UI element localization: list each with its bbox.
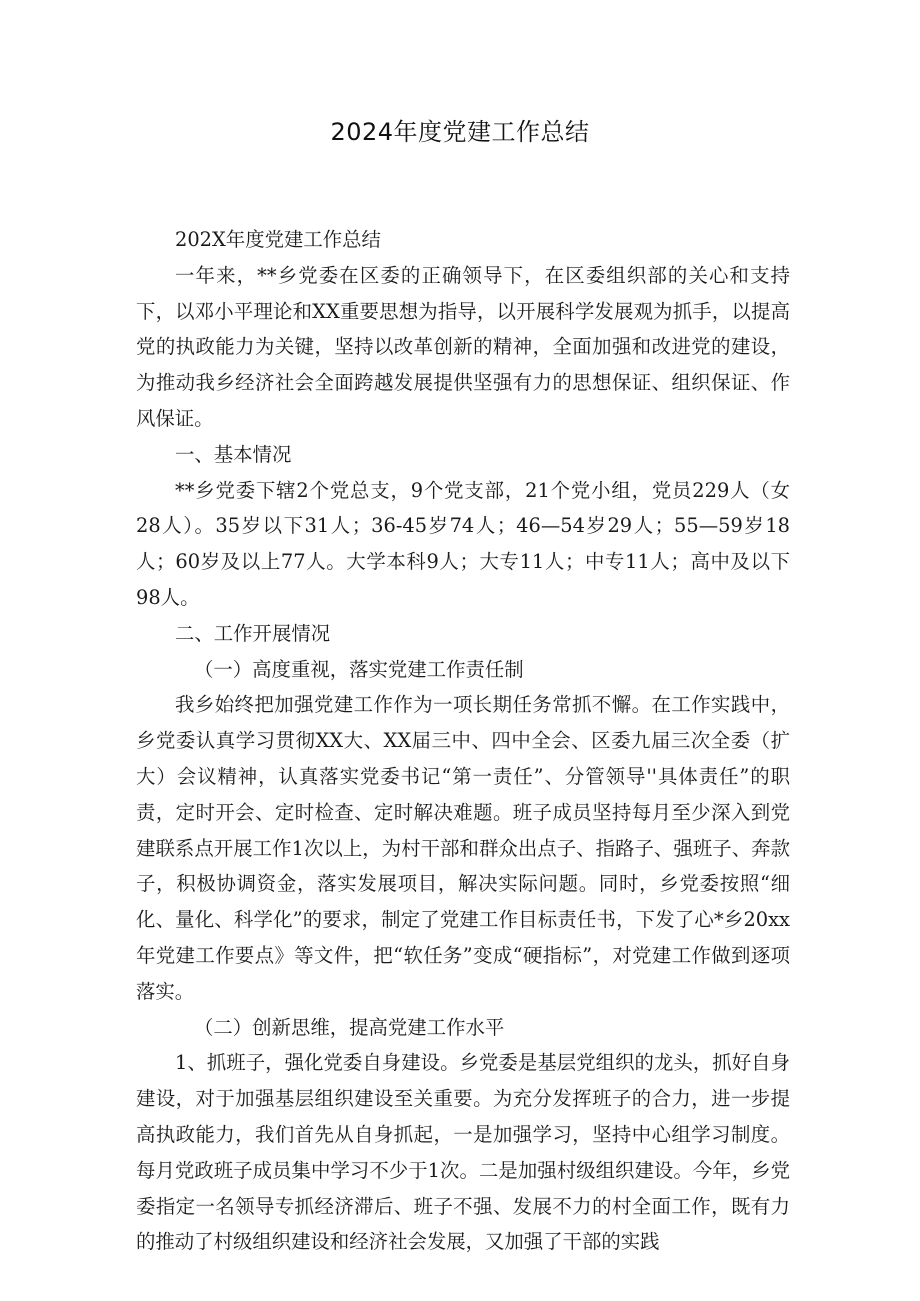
- section-heading-basic: 一、基本情况: [175, 442, 292, 466]
- subsection-heading-2: （二）创新思维，提高党建工作水平: [194, 1015, 505, 1039]
- paragraph-intro: 一年来，**乡党委在区委的正确领导下，在区委组织部的关心和支持下，以邓小平理论和XX重要思想为指导，以开展科学发展观为抓手，以提高党的执政能力为关键，坚持以改革创新的精神，全面加强和改进党的建设，为推动我乡经济社会全面跨越发展提供坚强有力的思想保证、组织保证、作风保证。: [136, 263, 790, 430]
- subsection-heading-1: （一）高度重视，落实党建工作责任制: [194, 657, 524, 681]
- document-body: [136, 222, 790, 1260]
- document-title: 2024年度党建工作总结: [330, 118, 590, 146]
- paragraph-basic-info: **乡党委下辖2个党总支，9个党支部，21个党小组，党员229人（女28人）。35岁以下31人；36-45岁74人；46—54岁29人；55—59岁18人；60岁及以上77人。大学本科9人；大专11人；中专11人；高中及以下98人。: [136, 478, 790, 609]
- section-heading-work: 二、工作开展情况: [175, 621, 331, 645]
- paragraph-team-building: 1、抓班子，强化党委自身建设。乡党委是基层党组织的龙头，抓好自身建设，对于加强基层组织建设至关重要。为充分发挥班子的合力，进一步提高执政能力，我们首先从自身抓起，一是加强学习，坚持中心组学习制度。每月党政班子成员集中学习不少于1次。二是加强村级组织建设。今年，乡党委指定一名领导专抓经济滞后、班子不强、发展不力的村全面工作，既有力的推动了村级组织建设和经济社会发展，又加强了干部的实践: [136, 1051, 790, 1254]
- paragraph-subtitle: 202X年度党建工作总结: [175, 228, 381, 251]
- paragraph-responsibility: 我乡始终把加强党建工作作为一项长期任务常抓不懈。在工作实践中，乡党委认真学习贯彻XX大、XX届三中、四中全会、区委九届三次全委（扩大）会议精神，认真落实党委书记“第一责任”、分管领导''具体责任”的职责，定时开会、定时检查、定时解决难题。班子成员坚持每月至少深入到党建联系点开展工作1次以上，为村干部和群众出点子、指路子、强班子、奔款子，积极协调资金，落实发展项目，解决实际问题。同时，乡党委按照“细化、量化、科学化”的要求，制定了党建工作目标责任书，下发了心*乡20xx年党建工作要点》等文件，把“软任务”变成“硬指标”，对党建工作做到逐项落实。: [136, 693, 790, 1003]
